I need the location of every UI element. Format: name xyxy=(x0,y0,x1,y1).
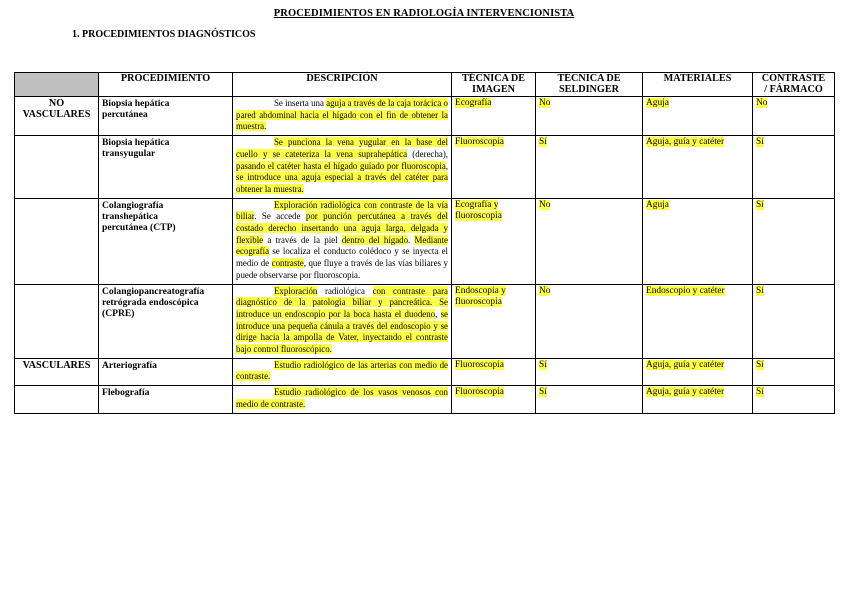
imaging-technique: Fluoroscopia xyxy=(452,358,536,385)
header-procedimiento: PROCEDIMIENTO xyxy=(99,73,233,97)
contrast-drug: No xyxy=(753,97,835,136)
procedure-description: Estudio radiológico de los vasos venosos con medio de contraste. xyxy=(233,386,452,413)
group-cell xyxy=(15,136,99,199)
procedure-description: Se inserta una aguja a través de la caja torácica o pared abdominal hacia el hígado con el fin de obtener la muestra. xyxy=(233,97,452,136)
header-descripcion: DESCRIPCIÓN xyxy=(233,73,452,97)
imaging-technique: Ecografía y fluoroscopia xyxy=(452,198,536,284)
seldinger-technique: No xyxy=(536,284,643,358)
procedure-name: Arteriografía xyxy=(99,358,233,385)
procedure-name: Flebografía xyxy=(99,386,233,413)
contrast-drug: Sí xyxy=(753,386,835,413)
imaging-technique: Fluoroscopia xyxy=(452,386,536,413)
seldinger-technique: Sí xyxy=(536,136,643,199)
group-cell: VASCULARES xyxy=(15,358,99,385)
contrast-drug: Sí xyxy=(753,136,835,199)
table-row xyxy=(15,386,835,413)
section-heading: 1. PROCEDIMIENTOS DIAGNÓSTICOS xyxy=(72,29,256,40)
imaging-technique: Ecografía xyxy=(452,97,536,136)
materials: Aguja, guía y catéter xyxy=(643,136,753,199)
header-contraste: CONTRASTE / FÁRMACO xyxy=(753,73,835,97)
table-row xyxy=(15,284,835,358)
group-cell xyxy=(15,386,99,413)
seldinger-technique: No xyxy=(536,97,643,136)
imaging-technique: Fluoroscopia xyxy=(452,136,536,199)
header-row xyxy=(15,73,835,97)
header-tecnica-seldinger: TÉCNICA DE SELDINGER xyxy=(536,73,643,97)
seldinger-technique: Sí xyxy=(536,386,643,413)
document-title: PROCEDIMIENTOS EN RADIOLOGÍA INTERVENCIONISTA xyxy=(273,8,575,19)
procedure-name: Biopsia hepática percutánea xyxy=(99,97,233,136)
materials: Aguja, guía y catéter xyxy=(643,386,753,413)
group-cell xyxy=(15,198,99,284)
seldinger-technique: No xyxy=(536,198,643,284)
materials: Aguja xyxy=(643,198,753,284)
procedure-name: Colangiopancreatografía retrógrada endoscópica (CPRE) xyxy=(99,284,233,358)
procedure-description: Se punciona la vena yugular en la base del cuello y se cateteriza la vena suprahepática (derecha), pasando el catéter hasta el hígado guiado por fluoroscopia, se introduce una aguja especial a través del catéter para obtener la muestra. xyxy=(233,136,452,199)
group-cell xyxy=(15,284,99,358)
materials: Endoscopio y catéter xyxy=(643,284,753,358)
header-tecnica-imagen: TÉCNICA DE IMAGEN xyxy=(452,73,536,97)
table-row xyxy=(15,198,835,284)
header-materiales: MATERIALES xyxy=(643,73,753,97)
contrast-drug: Sí xyxy=(753,284,835,358)
imaging-technique: Endoscopia y fluoroscopia xyxy=(452,284,536,358)
table-row xyxy=(15,358,835,385)
table-row xyxy=(15,97,835,136)
contrast-drug: Sí xyxy=(753,358,835,385)
group-cell: NO VASCULARES xyxy=(15,97,99,136)
procedure-description: Exploración radiológica con contraste para diagnóstico de la patología biliar y pancreática. Se introduce un endoscopio por la boca hasta el duodeno, se introduce una pequeña cánula a través del endoscopio y se dirige hacia la ampolla de Vater, inyectando el contraste bajo control fluoroscópico. xyxy=(233,284,452,358)
seldinger-technique: Sí xyxy=(536,358,643,385)
procedures-table xyxy=(14,72,835,414)
table-row xyxy=(15,136,835,199)
header-corner-cell xyxy=(15,73,99,97)
materials: Aguja, guía y catéter xyxy=(643,358,753,385)
procedure-description: Exploración radiológica con contraste de la vía biliar. Se accede por punción percutánea a través del costado derecho insertando una aguja larga, delgada y flexible a través de la piel dentro del hígado. Mediante ecografía se localiza el conducto colédoco y se inyecta el medio de contraste, que fluye a través de las vías biliares y puede observarse por fluoroscopia. xyxy=(233,198,452,284)
contrast-drug: Sí xyxy=(753,198,835,284)
materials: Aguja xyxy=(643,97,753,136)
procedure-description: Estudio radiológico de las arterias con medio de contraste. xyxy=(233,358,452,385)
procedure-name: Biopsia hepática transyugular xyxy=(99,136,233,199)
procedure-name: Colangiografía transhepática percutánea (CTP) xyxy=(99,198,233,284)
